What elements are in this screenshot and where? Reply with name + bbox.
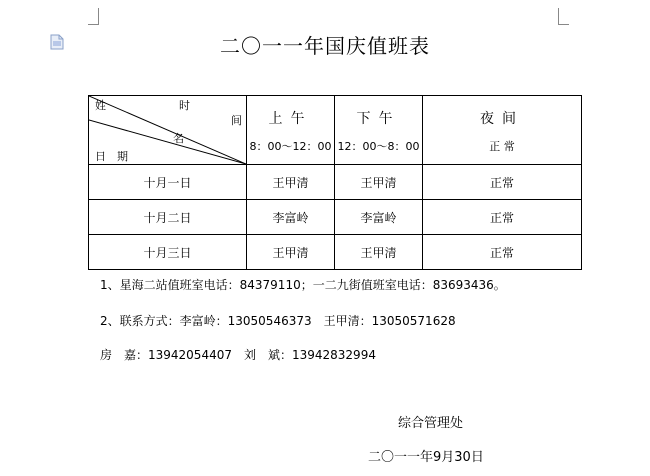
morning-cell: 王甲清 <box>247 235 335 270</box>
column-title: 下午 <box>356 111 401 127</box>
column-header-night <box>423 96 582 165</box>
crop-mark-top-right <box>558 8 569 25</box>
column-header-afternoon <box>335 96 423 165</box>
night-cell: 正常 <box>423 200 582 235</box>
afternoon-cell: 王甲清 <box>335 165 423 200</box>
corner-time-label-1: 时 <box>179 99 190 112</box>
date-cell: 十月一日 <box>89 165 247 200</box>
duty-table <box>88 95 582 270</box>
afternoon-cell: 王甲清 <box>335 235 423 270</box>
column-title: 夜间 <box>480 111 524 127</box>
column-time-range: 12：00～8：00 <box>337 140 420 153</box>
signature-org: 综合管理处 <box>398 416 464 431</box>
column-title: 上午 <box>268 111 313 127</box>
corner-name-label: 名 <box>173 132 184 145</box>
corner-surname-label: 姓 <box>95 99 106 112</box>
night-cell: 正常 <box>423 165 582 200</box>
column-header-morning <box>247 96 335 165</box>
signature-date: 二〇一一年9月30日 <box>368 450 484 465</box>
night-cell: 正常 <box>423 235 582 270</box>
note-contacts-extra: 房 嘉：13942054407 刘 斌：13942832994 <box>100 348 376 362</box>
morning-cell: 李富岭 <box>247 200 335 235</box>
column-time-range: 8：00～12：00 <box>249 140 332 153</box>
afternoon-cell: 李富岭 <box>335 200 423 235</box>
note-contacts: 2、联系方式：李富岭：13050546373 王甲清：13050571628 <box>100 314 456 328</box>
table-row <box>89 235 582 270</box>
page-title: 二〇一一年国庆值班表 <box>220 34 430 58</box>
morning-cell: 王甲清 <box>247 165 335 200</box>
date-cell: 十月二日 <box>89 200 247 235</box>
date-cell: 十月三日 <box>89 235 247 270</box>
crop-mark-top-left <box>88 8 99 25</box>
table-row <box>89 165 582 200</box>
corner-header-cell <box>89 96 247 165</box>
note-phone-numbers: 1、星海二站值班室电话：84379110；一二九街值班室电话：83693436。 <box>100 278 506 292</box>
table-row <box>89 200 582 235</box>
corner-time-label-2: 间 <box>231 114 242 127</box>
column-subtitle: 正 常 <box>489 140 515 153</box>
corner-date-label: 日 期 <box>95 150 128 163</box>
